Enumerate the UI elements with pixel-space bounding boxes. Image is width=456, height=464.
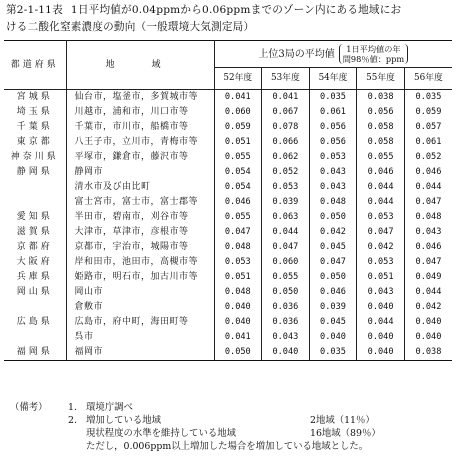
prefecture-cell (4, 330, 66, 345)
header-year: 54年度 (309, 68, 357, 90)
notes-label: （備考） (10, 402, 48, 413)
value-cell: 0.047 (214, 225, 262, 240)
table-row (4, 105, 452, 120)
prefecture-cell: 京都府 (4, 240, 66, 255)
value-cell: 0.042 (309, 225, 357, 240)
area-cell: 八王子市，立川市，青梅市等 (66, 135, 214, 150)
header-note-line-1: 1日平均値の年 (346, 44, 401, 54)
value-cell: 0.060 (214, 105, 262, 120)
value-cell: 0.041 (214, 90, 262, 106)
value-cell: 0.044 (415, 287, 442, 297)
no2-trend-table (4, 40, 452, 361)
value-cell: 0.047 (357, 225, 405, 240)
value-cell: 0.067 (262, 105, 310, 120)
value-cell: 0.053 (262, 180, 310, 195)
value-cell: 0.050 (309, 210, 357, 225)
value-cell: 0.035 (309, 345, 357, 361)
value-cell: 0.042 (415, 302, 442, 312)
value-cell: 0.039 (309, 300, 357, 315)
value-cell: 0.051 (357, 270, 405, 285)
area-cell: 呉市 (66, 330, 214, 345)
value-cell: 0.046 (309, 285, 357, 300)
prefecture-cell (4, 300, 66, 315)
value-cell: 0.053 (214, 255, 262, 270)
table-row (4, 135, 452, 150)
note-text: 環境庁調べ (86, 402, 133, 413)
table-row (4, 210, 452, 225)
prefecture-cell: 福岡県 (4, 345, 66, 361)
value-cell: 0.051 (214, 135, 262, 150)
value-cell: 0.063 (262, 210, 310, 225)
header-area: 地 域 (66, 41, 214, 90)
note-line (10, 427, 450, 440)
value-cell: 0.054 (214, 165, 262, 180)
area-cell: 仙台市，塩釜市，多賀城市等 (66, 90, 214, 106)
value-cell: 0.043 (309, 180, 357, 195)
table-row (4, 165, 452, 180)
prefecture-cell: 大阪府 (4, 255, 66, 270)
area-cell: 岡山市 (66, 285, 214, 300)
value-cell: 0.055 (262, 270, 310, 285)
value-cell: 0.056 (309, 120, 357, 135)
prefecture-cell (4, 195, 66, 210)
prefecture-cell: 宮城県 (4, 90, 66, 106)
value-cell: 0.039 (262, 195, 310, 210)
value-cell: 0.046 (415, 167, 442, 177)
value-cell: 0.047 (309, 255, 357, 270)
value-cell: 0.043 (415, 227, 442, 237)
title-text-1: 1日平均値が0.04ppmから0.06ppmまでのゾーン内にある地域にお (70, 4, 402, 16)
value-cell: 0.053 (309, 150, 357, 165)
value-cell: 0.051 (214, 270, 262, 285)
table-title (6, 2, 450, 36)
area-cell: 福岡市 (66, 345, 214, 361)
header-note-line-2: 間98％値：ppm (342, 54, 405, 64)
value-cell: 0.046 (415, 242, 442, 252)
value-cell: 0.056 (357, 105, 405, 120)
prefecture-cell: 広島県 (4, 315, 66, 330)
value-cell: 0.061 (415, 137, 442, 147)
note-text: 増加している地域 (86, 415, 162, 426)
value-cell: 0.043 (357, 285, 405, 300)
value-cell: 0.047 (262, 240, 310, 255)
table-row (4, 345, 452, 361)
prefecture-cell: 兵庫県 (4, 270, 66, 285)
header-average-note (339, 44, 408, 64)
value-cell: 0.041 (262, 90, 310, 106)
value-cell: 0.057 (415, 122, 442, 132)
value-cell: 0.059 (214, 120, 262, 135)
table-body (4, 90, 452, 361)
table-row (4, 240, 452, 255)
title-line-1 (6, 2, 450, 19)
table-row (4, 285, 452, 300)
note-text: 現状程度の水準を維持している地域 (86, 428, 237, 439)
value-cell: 0.043 (262, 330, 310, 345)
header-average-group (214, 41, 452, 68)
value-cell: 0.046 (357, 165, 405, 180)
prefecture-cell: 愛知県 (4, 210, 66, 225)
value-cell: 0.035 (415, 92, 442, 102)
area-cell: 半田市，碧南市，刈谷市等 (66, 210, 214, 225)
value-cell: 0.040 (262, 345, 310, 361)
table-row (4, 225, 452, 240)
value-cell: 0.050 (214, 345, 262, 361)
table-row (4, 90, 452, 106)
value-cell: 0.059 (415, 107, 442, 117)
value-cell: 0.045 (309, 315, 357, 330)
table-row (4, 315, 452, 330)
value-cell: 0.040 (357, 345, 405, 361)
value-cell: 0.045 (309, 240, 357, 255)
area-cell: 千葉市，市川市，船橋市等 (66, 120, 214, 135)
value-cell: 0.078 (262, 120, 310, 135)
value-cell: 0.049 (415, 272, 442, 282)
value-cell: 0.048 (214, 285, 262, 300)
value-cell: 0.040 (214, 315, 262, 330)
value-cell: 0.044 (357, 180, 405, 195)
table-row (4, 255, 452, 270)
value-cell: 0.055 (214, 210, 262, 225)
header-year: 55年度 (357, 68, 405, 90)
area-cell: 姫路市，明石市，加古川市等 (66, 270, 214, 285)
note-value: 16地域（89％） (310, 428, 381, 439)
note-line (10, 440, 450, 453)
value-cell: 0.055 (357, 150, 405, 165)
prefecture-cell (4, 180, 66, 195)
value-cell: 0.050 (262, 285, 310, 300)
value-cell: 0.040 (415, 332, 442, 342)
value-cell: 0.066 (262, 135, 310, 150)
prefecture-cell: 埼玉県 (4, 105, 66, 120)
area-cell: 清水市及び由比町 (66, 180, 214, 195)
area-cell: 大津市，草津市，彦根市等 (66, 225, 214, 240)
value-cell: 0.040 (357, 300, 405, 315)
note-number: 2. (68, 415, 77, 426)
value-cell: 0.044 (357, 315, 405, 330)
table-row (4, 180, 452, 195)
note-value: 2地域（11％） (310, 415, 375, 426)
area-cell: 倉敷市 (66, 300, 214, 315)
table-row (4, 150, 452, 165)
prefecture-cell: 岡山県 (4, 285, 66, 300)
prefecture-cell: 静岡県 (4, 165, 66, 180)
header-year: 52年度 (214, 68, 262, 90)
value-cell: 0.046 (214, 195, 262, 210)
value-cell: 0.038 (357, 90, 405, 106)
value-cell: 0.053 (357, 210, 405, 225)
area-cell: 富士宮市，富士市，富士郡等 (66, 195, 214, 210)
prefecture-cell: 東京都 (4, 135, 66, 150)
value-cell: 0.040 (415, 317, 442, 327)
value-cell: 0.052 (262, 165, 310, 180)
value-cell: 0.040 (309, 330, 357, 345)
title-line-2: ける二酸化窒素濃度の動向（一般環境大気測定局） (6, 21, 255, 33)
header-average-label: 上位3局の平均値 (258, 48, 335, 60)
value-cell: 0.040 (214, 300, 262, 315)
note-line (10, 401, 450, 414)
value-cell: 0.044 (415, 182, 442, 192)
value-cell: 0.041 (214, 330, 262, 345)
value-cell: 0.036 (262, 300, 310, 315)
note-number: 1. (68, 402, 77, 413)
area-cell: 岸和田市，池田市，高槻市等 (66, 255, 214, 270)
value-cell: 0.056 (309, 135, 357, 150)
value-cell: 0.042 (357, 240, 405, 255)
table-row (4, 195, 452, 210)
prefecture-cell: 千葉県 (4, 120, 66, 135)
area-cell: 静岡市 (66, 165, 214, 180)
table-number: 第2-1-11表 (6, 4, 63, 16)
value-cell: 0.048 (309, 195, 357, 210)
table-row (4, 270, 452, 285)
value-cell: 0.053 (357, 255, 405, 270)
value-cell: 0.035 (309, 90, 357, 106)
value-cell: 0.047 (415, 197, 442, 207)
header-prefecture: 都道府県 (4, 41, 66, 90)
header-year: 53年度 (262, 68, 310, 90)
value-cell: 0.055 (214, 150, 262, 165)
area-cell: 広島市，府中町，海田町等 (66, 315, 214, 330)
prefecture-cell: 滋賀県 (4, 225, 66, 240)
value-cell: 0.044 (262, 225, 310, 240)
value-cell: 0.061 (309, 105, 357, 120)
value-cell: 0.048 (415, 212, 442, 222)
note-line (10, 414, 450, 427)
value-cell: 0.038 (404, 345, 452, 361)
prefecture-cell: 神奈川県 (4, 150, 66, 165)
value-cell: 0.044 (357, 195, 405, 210)
table-row (4, 120, 452, 135)
value-cell: 0.052 (415, 152, 442, 162)
header-year: 56年度 (404, 68, 452, 90)
note-text: ただし，0.006ppm以上増加した場合を増加している地域とした。 (86, 441, 369, 452)
table-row (4, 330, 452, 345)
value-cell: 0.060 (262, 255, 310, 270)
value-cell: 0.054 (214, 180, 262, 195)
value-cell: 0.062 (262, 150, 310, 165)
value-cell: 0.047 (415, 257, 442, 267)
area-cell: 平塚市，鎌倉市，藤沢市等 (66, 150, 214, 165)
value-cell: 0.048 (214, 240, 262, 255)
value-cell: 0.050 (309, 270, 357, 285)
area-cell: 京都市，宇治市，城陽市等 (66, 240, 214, 255)
value-cell: 0.043 (309, 165, 357, 180)
notes (10, 401, 450, 453)
table-row (4, 300, 452, 315)
area-cell: 川越市，浦和市，川口市等 (66, 105, 214, 120)
value-cell: 0.036 (262, 315, 310, 330)
value-cell: 0.040 (357, 330, 405, 345)
value-cell: 0.058 (357, 135, 405, 150)
value-cell: 0.058 (357, 120, 405, 135)
